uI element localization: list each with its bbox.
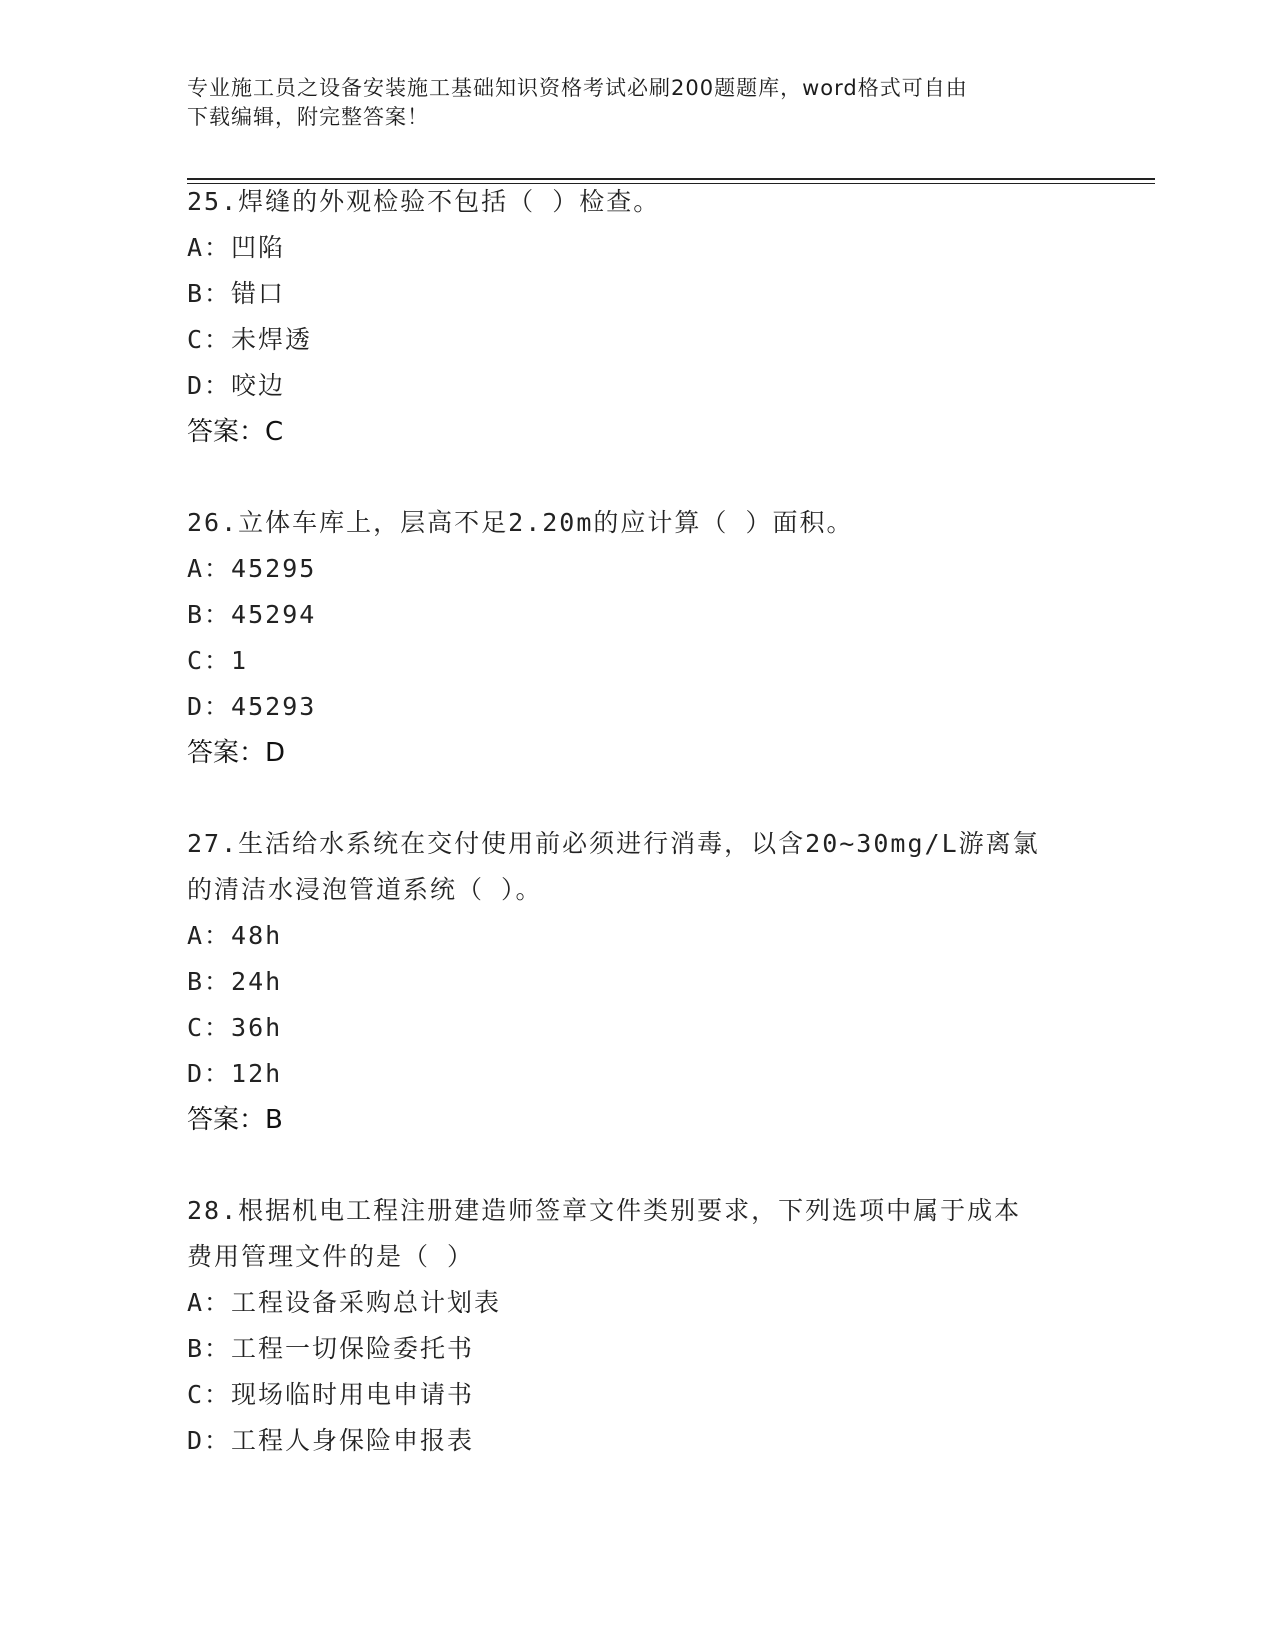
question-text-line-2: 费用管理文件的是（ ）: [187, 1242, 475, 1271]
question-26: [187, 500, 1087, 776]
option-c: C：现场临时用电申请书: [187, 1380, 475, 1409]
answer: 答案：B: [187, 1105, 283, 1135]
option-b: B：24h: [187, 967, 283, 996]
question-text-line-1: 27.生活给水系统在交付使用前必须进行消毒，以含20~30mg/L游离氯: [187, 829, 1040, 858]
question-text-line-1: 28.根据机电工程注册建造师签章文件类别要求，下列选项中属于成本: [187, 1196, 1022, 1225]
question-text: 25.焊缝的外观检验不包括（ ）检查。: [187, 187, 661, 216]
option-b: B：工程一切保险委托书: [187, 1334, 475, 1363]
option-d: D：45293: [187, 692, 317, 721]
option-a: A：45295: [187, 554, 317, 583]
option-c: C：36h: [187, 1013, 283, 1042]
option-c: C：1: [187, 646, 249, 675]
question-27: [187, 821, 1087, 1143]
option-a: A：凹陷: [187, 233, 286, 262]
header-line-2: 下载编辑，附完整答案！: [187, 105, 429, 129]
header-line-1: 专业施工员之设备安装施工基础知识资格考试必刷200题题库，word格式可自由: [187, 76, 968, 100]
option-a: A：工程设备采购总计划表: [187, 1288, 502, 1317]
question-text: 26.立体车库上，层高不足2.20m的应计算（ ）面积。: [187, 508, 854, 537]
question-text-line-2: 的清洁水浸泡管道系统（ ）。: [187, 875, 543, 904]
question-28: [187, 1188, 1087, 1464]
option-c: C：未焊透: [187, 325, 313, 354]
option-d: D：12h: [187, 1059, 283, 1088]
document-header: [187, 74, 1067, 132]
option-a: A：48h: [187, 921, 283, 950]
answer: 答案：C: [187, 417, 284, 447]
option-d: D：工程人身保险申报表: [187, 1426, 475, 1455]
option-d: D：咬边: [187, 371, 286, 400]
option-b: B：错口: [187, 279, 286, 308]
question-25: [187, 179, 1087, 455]
option-b: B：45294: [187, 600, 317, 629]
answer: 答案：D: [187, 738, 286, 768]
